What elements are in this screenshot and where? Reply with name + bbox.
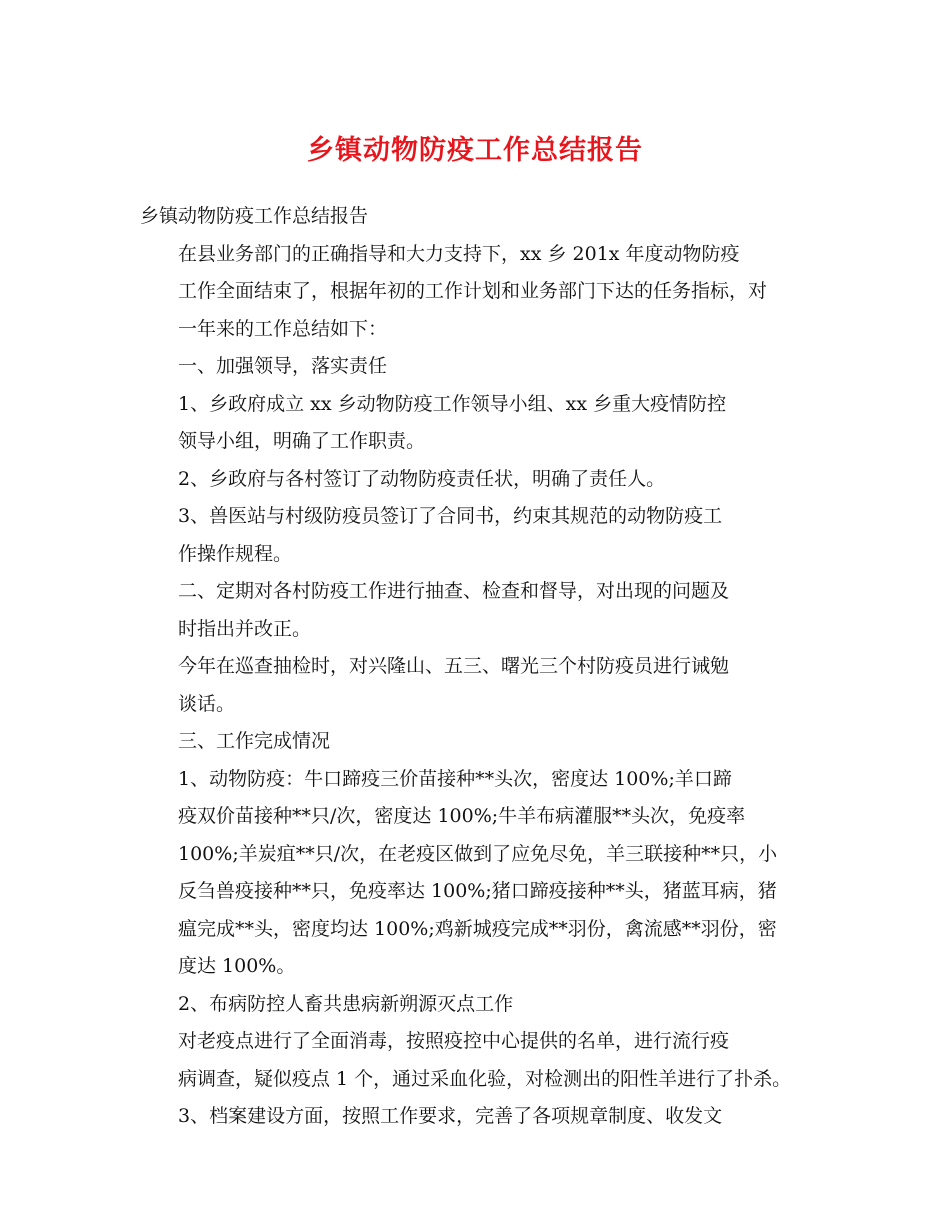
paragraph xyxy=(140,498,816,573)
paragraph-line: 瘟完成**头，密度均达 100%;鸡新城疫完成**羽份，禽流感**羽份，密 xyxy=(178,917,777,940)
paragraph-line: 2、布病防控人畜共患病新朔源灭点工作 xyxy=(178,992,514,1015)
paragraph-line: 一、加强领导，落实责任 xyxy=(178,355,388,377)
paragraph xyxy=(140,236,816,349)
paragraph-line: 3、档案建设方面，按照工作要求，完善了各项规章制度、收发文 xyxy=(178,1105,723,1127)
paragraph-line: 领导小组，明确了工作职责。 xyxy=(178,430,426,452)
document-body xyxy=(140,198,816,1136)
paragraph xyxy=(140,461,816,499)
paragraph-line: 作操作规程。 xyxy=(178,542,293,565)
paragraph-line: 3、兽医站与村级防疫员签订了合同书，约束其规范的动物防疫工 xyxy=(178,505,723,527)
paragraph-line: 2、乡政府与各村签订了动物防疫责任状，明确了责任人。 xyxy=(178,467,666,490)
paragraph-line: 工作全面结束了，根据年初的工作计划和业务部门下达的任务指标，对 xyxy=(178,280,768,302)
paragraph xyxy=(140,986,816,1024)
paragraph-line: 乡镇动物防疫工作总结报告 xyxy=(140,205,369,227)
paragraph-line: 在县业务部门的正确指导和大力支持下，xx 乡 201x 年度动物防疫 xyxy=(178,242,740,265)
paragraph-line: 疫双价苗接种**只/次，密度达 100%;牛羊布病灌服**头次，免疫率 xyxy=(178,805,746,827)
paragraph-line: 病调查，疑似疫点 1 个，通过采血化验，对检测出的阳性羊进行了扑杀。 xyxy=(178,1067,792,1090)
paragraph-line: 1、动物防疫：牛口蹄疫三价苗接种**头次，密度达 100%;羊口蹄 xyxy=(178,767,732,790)
paragraph xyxy=(140,723,816,761)
paragraph xyxy=(140,573,816,648)
paragraph xyxy=(140,1098,816,1136)
paragraph-line: 对老疫点进行了全面消毒，按照疫控中心提供的名单，进行流行疫 xyxy=(178,1030,730,1052)
paragraph-line: 度达 100%。 xyxy=(178,955,296,977)
paragraph xyxy=(140,761,816,986)
paragraph-line: 二、定期对各村防疫工作进行抽查、检查和督导，对出现的问题及 xyxy=(178,580,730,602)
paragraph-line: 时指出并改正。 xyxy=(178,617,312,640)
paragraph-line: 今年在巡查抽检时，对兴隆山、五三、曙光三个村防疫员进行诫勉 xyxy=(178,655,730,677)
paragraph-line: 谈话。 xyxy=(178,692,236,715)
paragraph xyxy=(140,386,816,461)
paragraph xyxy=(140,198,816,236)
paragraph-line: 1、乡政府成立 xx 乡动物防疫工作领导小组、xx 乡重大疫情防控 xyxy=(178,392,727,415)
paragraph-line: 100%;羊炭疽**只/次，在老疫区做到了应免尽免，羊三联接种**只，小 xyxy=(178,842,778,865)
paragraph-line: 三、工作完成情况 xyxy=(178,730,331,752)
paragraph xyxy=(140,648,816,723)
paragraph xyxy=(140,348,816,386)
paragraph xyxy=(140,1023,816,1098)
document-title: 乡镇动物防疫工作总结报告 xyxy=(307,135,643,166)
paragraph-line: 一年来的工作总结如下： xyxy=(178,317,388,340)
paragraph-line: 反刍兽疫接种**只，免疫率达 100%;猪口蹄疫接种**头，猪蓝耳病，猪 xyxy=(178,880,777,902)
